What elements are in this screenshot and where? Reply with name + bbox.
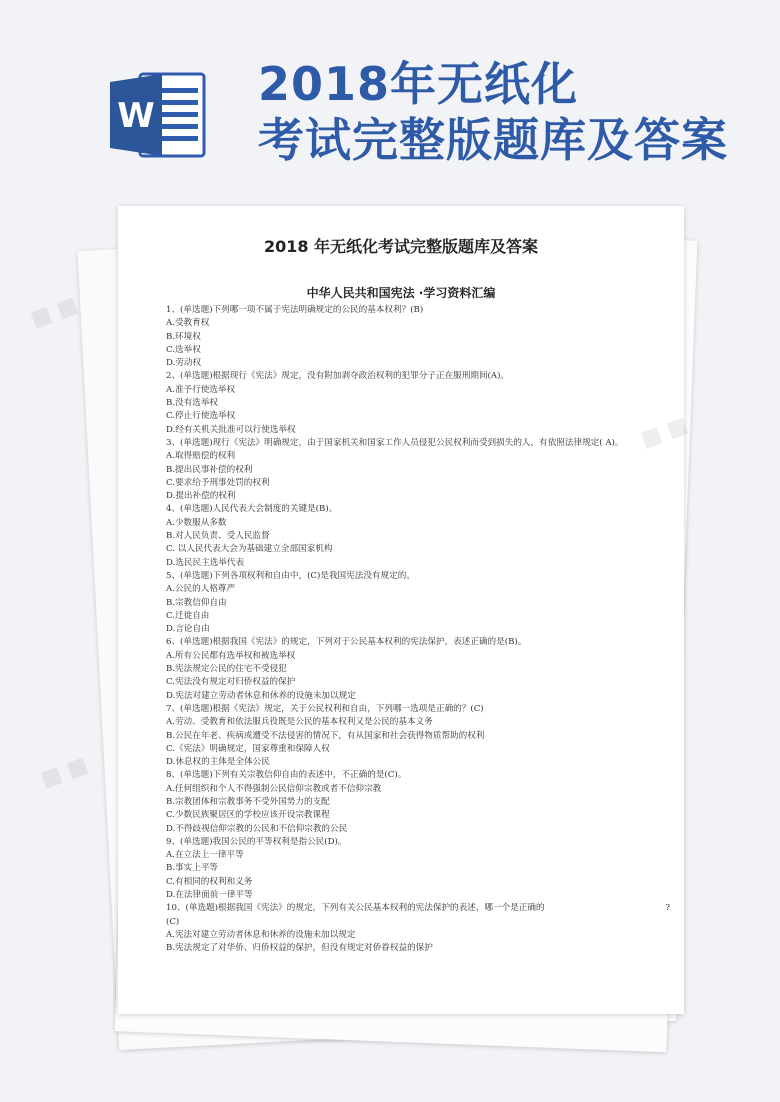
answer-option: C.要求给予刑事处罚的权利 [166, 477, 270, 488]
question-10-text: 10、(单选题)根据我国《宪法》的规定，下列有关公民基本权利的宪法保护的表述，哪一个是正确的 [166, 903, 545, 914]
answer-option: D.选民民主选举代表 [166, 557, 245, 568]
banner-title-line2: 考试完整版题库及答案 [258, 113, 728, 167]
answer-option: C. 以人民代表大会为基础建立全部国家机构 [166, 544, 333, 555]
document-subtitle: 中华人民共和国宪法 ·学习资料汇编 [306, 286, 496, 300]
answer-option: C.迁徙自由 [166, 610, 210, 621]
answer-option: C.选举权 [166, 344, 201, 355]
answer-option: B.公民在年老、疾病或遭受不法侵害的情况下，有从国家和社会获得物质帮助的权利 [166, 730, 485, 741]
word-icon-letter: W [117, 96, 155, 136]
question-text: 8、(单选题)下列有关宗教信仰自由的表述中，不正确的是(C)。 [166, 770, 407, 781]
question-1 [166, 304, 670, 370]
banner-title [258, 56, 728, 168]
banner [0, 0, 780, 200]
answer-option: C.宪法没有规定对归侨权益的保护 [166, 677, 296, 688]
answer-option: B.宪法规定公民的住宅不受侵犯 [166, 664, 287, 675]
answer-option: A.准予行使选举权 [166, 384, 236, 395]
answer-option: C.有相同的权利和义务 [166, 876, 253, 887]
answer-option: C.少数民族聚居区的学校应该开设宗教课程 [166, 810, 330, 821]
document-title: 2018 年无纸化考试完整版题库及答案 [263, 237, 539, 256]
answer-option: D.宪法对建立劳动者休息和休养的设施未加以规定 [166, 690, 356, 701]
question-text: 2、(单选题)根据现行《宪法》规定，没有附加剥夺政治权利的犯罪分子正在服刑期间(A)。 [166, 371, 510, 382]
question-4 [166, 503, 670, 569]
question-text: 9、(单选题)我国公民的平等权利是指公民(D)。 [166, 836, 347, 847]
answer-option: A.公民的人格尊严 [166, 584, 236, 595]
question-8 [166, 769, 670, 835]
answer-option: B.宗教信仰自由 [166, 597, 227, 608]
answer-option: D.言论自由 [166, 624, 210, 635]
answer-option: C.停止行使选举权 [166, 411, 236, 422]
answer-option: A.所有公民都有选举权和被选举权 [166, 650, 296, 661]
question-5 [166, 570, 670, 636]
document-page [118, 206, 684, 1014]
answer-option: B.提出民事补偿的权利 [166, 464, 253, 475]
question-list [166, 304, 670, 956]
question-text: 4、(单选题)人民代表大会制度的关键是(B)。 [166, 504, 338, 515]
answer-option: B.环境权 [166, 331, 201, 342]
question-text: 7、(单选题)根据《宪法》规定，关于公民权利和自由，下列哪一选项是正确的？(C) [166, 703, 484, 714]
answer-option: D.休息权的主体是全体公民 [166, 757, 270, 768]
question-2 [166, 370, 670, 436]
word-document-icon [110, 70, 206, 160]
answer-option: B.事实上平等 [166, 863, 219, 874]
answer-option: B.宪法规定了对华侨、归侨权益的保护，但没有规定对侨眷权益的保护 [166, 943, 433, 954]
question-text: 1、(单选题)下列哪一项不属于宪法明确规定的公民的基本权利？(B) [166, 305, 424, 315]
answer-option: A.在立法上一律平等 [166, 850, 244, 861]
answer-option: D.劳动权 [166, 358, 202, 369]
answer-option: D.不得歧视信仰宗教的公民和不信仰宗教的公民 [166, 823, 348, 834]
question-10-qmark: ? [665, 903, 670, 914]
answer-option: D.提出补偿的权利 [166, 491, 236, 502]
question-text: 3、(单选题)现行《宪法》明确规定，由于国家机关和国家工作人员侵犯公民权利而受到损失的人，有依照法律规定( A)。 [166, 437, 624, 448]
answer-option: C.《宪法》明确规定，国家尊重和保障人权 [166, 743, 330, 754]
answer-option: B.宗教团体和宗教事务不受外国势力的支配 [166, 796, 330, 807]
answer-option: B.对人民负责、受人民监督 [166, 531, 270, 542]
question-9 [166, 836, 670, 902]
question-6 [166, 636, 670, 702]
question-7 [166, 703, 670, 769]
banner-title-line1: 2018年无纸化 [258, 57, 579, 111]
answer-option: A.受教育权 [166, 318, 210, 329]
answer-option: A.宪法对建立劳动者休息和休养的设施未加以规定 [166, 929, 356, 940]
answer-option: B.没有选举权 [166, 398, 219, 409]
question-text: 5、(单选题)下列各项权利和自由中，(C)是我国宪法没有规定的。 [166, 570, 415, 581]
question-10 [166, 902, 670, 955]
answer-option: A.少数服从多数 [166, 517, 227, 528]
question-10-answer: (C) [166, 916, 180, 927]
question-text: 6、(单选题)根据我国《宪法》的规定，下列对于公民基本权利的宪法保护，表述正确的是(B)。 [166, 637, 527, 648]
answer-option: A.任何组织和个人不得强制公民信仰宗教或者不信仰宗教 [166, 783, 382, 794]
answer-option: D.经有关机关批准可以行使选举权 [166, 424, 296, 435]
answer-option: A.劳动、受教育和依法服兵役既是公民的基本权利又是公民的基本义务 [166, 717, 433, 728]
question-text [166, 902, 670, 915]
answer-option: A.取得赔偿的权利 [166, 451, 236, 462]
answer-option: D.在法律面前一律平等 [166, 890, 253, 901]
question-3 [166, 437, 670, 503]
